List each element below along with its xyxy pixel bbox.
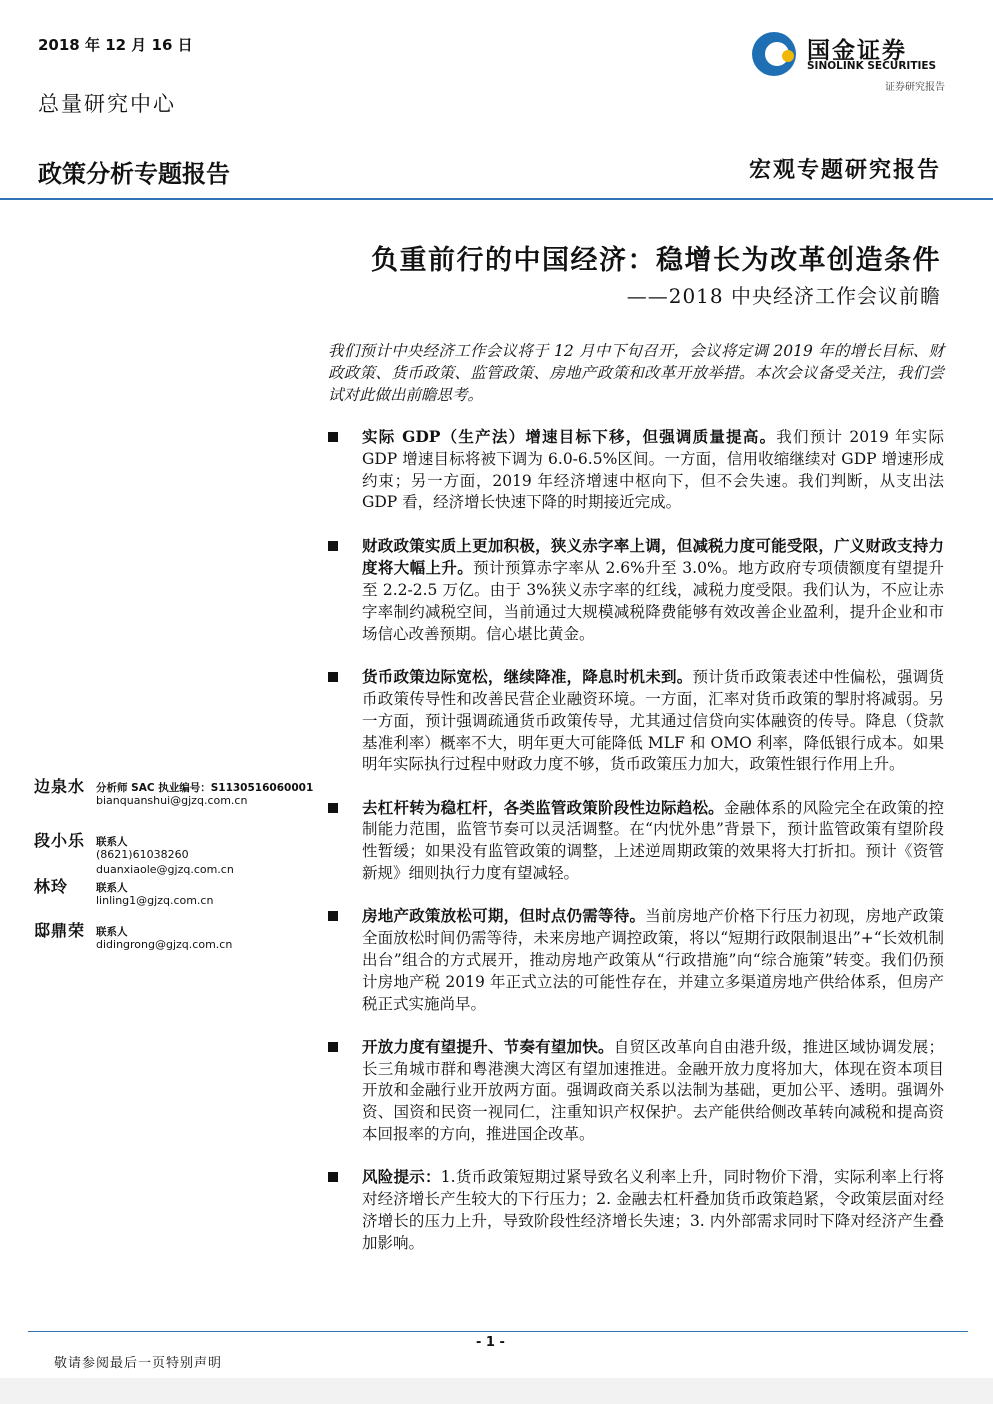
footer-divider xyxy=(28,1331,968,1332)
analyst-role: 分析师 SAC 执业编号：S1130516060001 xyxy=(96,782,314,794)
key-point-body: 预计货币政策表述中性偏松，强调货币政策传导性和改善民营企业融资环境。一方面，汇率对货币政策的掣肘将减弱。另一方面，预计强调疏通货币政策传导，尤其通过信贷向实体融资的传导。降息（贷款基准利率）概率不大，明年更大可能降低 MLF 和 OMO 利率，降低银行成本。如果明年实际执行过程中财政力度不够，货币政策压力加大，政策性银行作用上升。 xyxy=(362,668,944,774)
analyst-name: 段小乐 xyxy=(34,831,86,850)
bullet-square-icon xyxy=(328,672,338,682)
bullet-square-icon xyxy=(328,1172,338,1182)
report-title: 负重前行的中国经济：稳增长为改革创造条件 xyxy=(371,245,941,276)
analyst-name: 林玲 xyxy=(34,877,69,896)
analyst-entry xyxy=(34,774,314,828)
logo-dot-icon xyxy=(782,50,794,62)
page-number: - 1 - xyxy=(476,1335,505,1350)
logo-name-en: SINOLINK SECURITIES xyxy=(807,60,937,72)
key-point-heading: 去杠杆转为稳杠杆，各类监管政策阶段性边际趋松。 xyxy=(362,797,724,817)
key-point xyxy=(328,535,944,646)
report-type: 政策分析专题报告 xyxy=(38,160,230,188)
report-category: 宏观专题研究报告 xyxy=(748,157,941,183)
logo-name-cn: 国金证券 xyxy=(807,38,907,64)
intro-paragraph: 我们预计中央经济工作会议将于 12 月中下旬召开，会议将定调 2019 年的增长目标、财政政策、货币政策、监管政策、房地产政策和改革开放举措。本次会议备受关注，我们尝试对此做出前瞻思考。 xyxy=(328,342,944,404)
key-point xyxy=(328,1166,944,1254)
bullet-square-icon xyxy=(328,432,338,442)
key-point-body: 我们预计 2019 年实际 GDP 增速目标将被下调为 6.0-6.5%区间。一方面，信用收缩继续对 GDP 增速形成约束；另一方面，2019 年经济增速中枢向下，但不会失速。我们判断，从支出法 GDP 看，经济增长快速下降的时期接近完成。 xyxy=(362,428,944,512)
footer-disclaimer: 敬请参阅最后一页特别声明 xyxy=(54,1356,223,1371)
analyst-role: 联系人 xyxy=(96,926,128,938)
key-point-heading: 财政政策实质上更加积极，狭义赤字率上调，但减税力度可能受限，广义财政支持力度将大幅上升。 xyxy=(362,535,944,578)
report-date: 2018 年 12 月 16 日 xyxy=(38,36,193,54)
bullet-square-icon xyxy=(328,911,338,921)
key-points xyxy=(328,426,944,1275)
analyst-list xyxy=(34,774,314,964)
analyst-role: 联系人 xyxy=(96,836,128,848)
analyst-entry xyxy=(34,874,314,918)
analyst-email[interactable]: linling1@gjzq.com.cn xyxy=(96,894,214,907)
key-point xyxy=(328,426,944,514)
bullet-square-icon xyxy=(328,1042,338,1052)
company-logo xyxy=(752,30,947,100)
key-point xyxy=(328,905,944,1015)
key-point-body: 1.货币政策短期过紧导致名义利率上升，同时物价下滑，实际利率上行将对经济增长产生较大的下行压力；2. 金融去杠杆叠加货币政策趋紧，令政策层面对经济增长的压力上升，导致阶段性经济增长失速；3. 内外部需求同时下降对经济产生叠加影响。 xyxy=(362,1168,944,1252)
analyst-phone: (8621)61038260 xyxy=(96,848,189,861)
key-point-heading: 房地产政策放松可期，但时点仍需等待。 xyxy=(362,906,646,926)
research-center: 总量研究中心 xyxy=(38,92,176,116)
logo-subtitle: 证券研究报告 xyxy=(885,82,945,93)
bullet-square-icon xyxy=(328,541,338,551)
key-point xyxy=(328,666,944,776)
bottom-band xyxy=(0,1378,993,1404)
key-point-body: 自贸区改革向自由港升级，推进区域协调发展；长三角城市群和粤港澳大湾区有望加速推进。金融开放力度将加大，体现在资本项目开放和金融行业开放两方面。强调政商关系以法制为基础，更加公平、透明。强调外资、国资和民资一视同仁，注重知识产权保护。去产能供给侧改革转向减税和提高资本回报率的方向，推进国企改革。 xyxy=(362,1037,944,1144)
bullet-square-icon xyxy=(328,803,338,813)
analyst-name: 边泉水 xyxy=(34,777,86,796)
key-point-heading: 开放力度有望提升、节奏有望加快。 xyxy=(362,1036,614,1056)
report-subtitle: ——2018 中央经济工作会议前瞻 xyxy=(626,284,941,308)
key-point-body: 金融体系的风险完全在政策的控制能力范围，监管节奏可以灵活调整。在“内忧外患”背景下，预计监管政策有望阶段性暂缓；如果没有监管政策的调整，上述逆周期政策的效果将大打折扣。预计《资管新规》细则执行力度有望减轻。 xyxy=(362,798,944,883)
analyst-name: 邸鼎荣 xyxy=(34,921,86,940)
key-point-heading: 风险提示： xyxy=(362,1167,441,1187)
key-point-body: 预计预算赤字率从 2.6%升至 3.0%。地方政府专项债额度有望提升至 2.2-2.5 万亿。由于 3%狭义赤字率的红线，减税力度受限。我们认为，不应让赤字率制约减税空间，当前通过大规模减税降费能够有效改善企业盈利，提升企业和市场信心改善预期。信心堪比黄金。 xyxy=(362,559,944,643)
header-divider xyxy=(0,198,993,200)
key-point-heading: 货币政策边际宽松，继续降准，降息时机未到。 xyxy=(362,667,693,687)
key-point xyxy=(328,1036,944,1146)
analyst-entry xyxy=(34,828,314,874)
analyst-email[interactable]: bianquanshui@gjzq.com.cn xyxy=(96,794,248,807)
analyst-email[interactable]: duanxiaole@gjzq.com.cn xyxy=(96,863,234,876)
key-point-heading: 实际 GDP（生产法）增速目标下移，但强调质量提高。 xyxy=(362,427,777,446)
analyst-role: 联系人 xyxy=(96,882,128,894)
analyst-entry xyxy=(34,918,314,964)
analyst-email[interactable]: didingrong@gjzq.com.cn xyxy=(96,938,233,951)
key-point xyxy=(328,797,944,885)
key-point-body: 当前房地产价格下行压力初现，房地产政策全面放松时间仍需等待，未来房地产调控政策，将以“短期行政限制退出”+“长效机制出台”组合的方式展开，推动房地产政策从“行政措施”向“综合施策”转变。我们仍预计房地产税 2019 年正式立法的可能性存在，并建立多渠道房地产供给体系，但房产税正式实施尚早。 xyxy=(362,907,944,1013)
